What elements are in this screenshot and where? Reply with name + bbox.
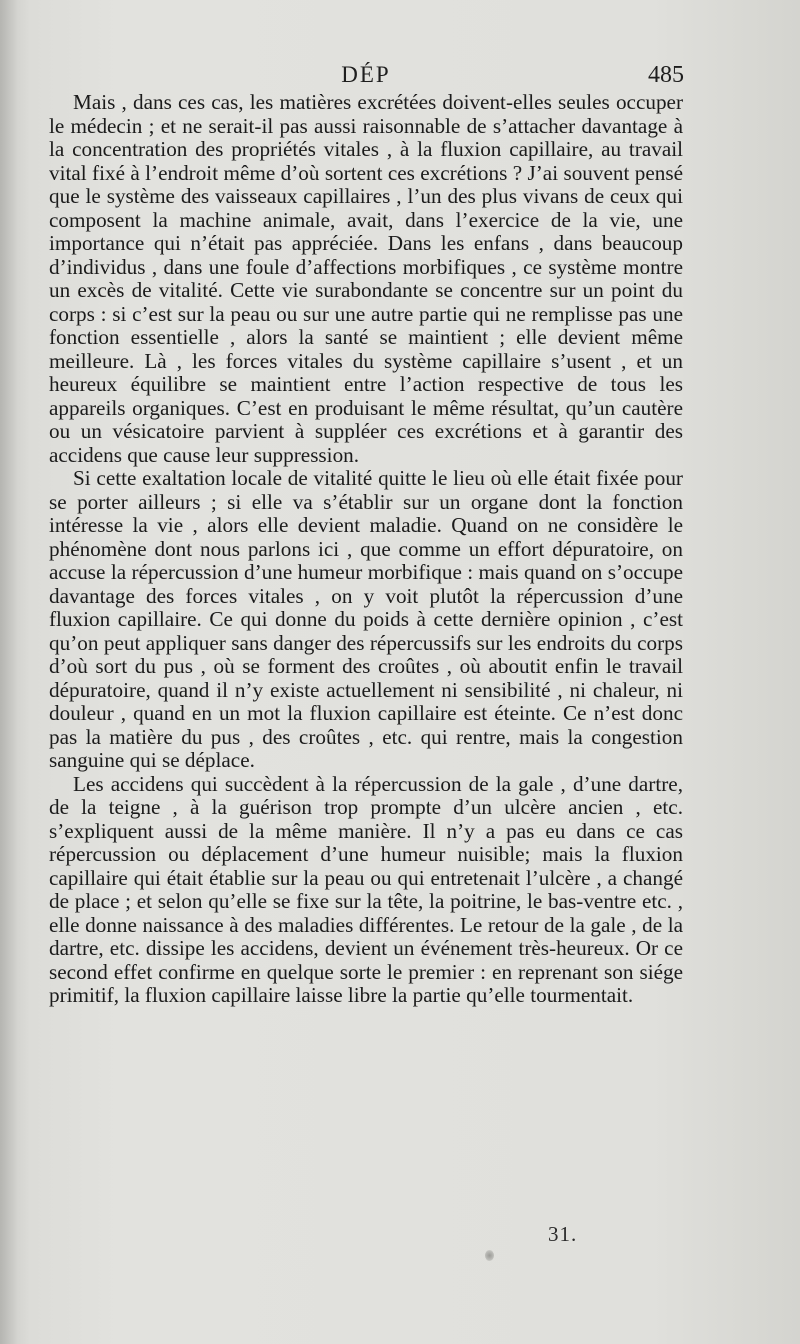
binding-shadow (0, 0, 18, 1344)
paper-speck (485, 1250, 494, 1261)
signature-mark: 31. (548, 1222, 578, 1246)
paragraph-3: Les accidens qui succèdent à la répercussion de la gale , d’une dartre, de la teigne , à la guérison trop prompte d’un ulcère ancien , etc. s’expliquent aussi de la même manière. Il n’y a pas eu dans ce cas répercussion ou déplacement d’une humeur nuisible; mais la fluxion capillaire qui était établie sur la peau ou qui entretenait l’ulcère , a changé de place ; et selon qu’elle se fixe sur la tête, la poitrine, le bas-ventre etc. , elle donne naissance à des maladies différentes. Le retour de la gale , de la dartre, etc. dissipe les accidens, devient un événement très-heureux. Or ce second effet confirme en quelque sorte le premier : en reprenant son siége primitif, la fluxion capillaire laisse libre la partie qu’elle tourmentait. (49, 771, 683, 1007)
paragraph-1: Mais , dans ces cas, les matières excrétées doivent-elles seules occuper le médecin ; et ne serait-il pas aussi raisonnable de s’attacher davantage à la concentration des propriétés vitales , à la fluxion capillaire, au travail vital fixé à l’endroit même d’où sortent ces excrétions ? J’ai souvent pensé que le système des vaisseaux capillaires , l’un des plus vivans de ceux qui composent la machine animale, avait, dans l’exercice de la vie, une importance qui n’était pas appréciée. Dans les enfans , dans beaucoup d’individus , dans une foule d’affections morbifiques , ce système montre un excès de vitalité. Cette vie surabondante se concentre sur un point du corps : si c’est sur la peau ou sur une autre partie qui ne remplisse pas une fonction essentielle , alors la santé se maintient ; elle devient même meilleure. Là , les forces vitales du système capillaire s’usent , et un heureux équilibre se maintient entre l’action respective de tous les appareils organiques. C’est en produisant le même résultat, qu’un cautère ou un vésicatoire parvient à suppléer ces excrétions et à garantir des accidens que cause leur suppression. (49, 90, 683, 467)
page-number: 485 (648, 62, 684, 88)
paragraph-2: Si cette exaltation locale de vitalité quitte le lieu où elle était fixée pour se porter ailleurs ; si elle va s’établir sur un organe dont la fonction intéresse la vie , alors elle devient maladie. Quand on ne considère le phénomène dont nous parlons ici , que comme un effort dépuratoire, on accuse la répercussion d’une humeur morbifique : mais quand on s’occupe davantage des forces vitales , on y voit plutôt la répercussion d’une fluxion capillaire. Ce qui donne du poids à cette dernière opinion , c’est qu’on peut appliquer sans danger des répercussifs sur les endroits du corps d’où sort du pus , où se forment des croûtes , où aboutit enfin le travail dépuratoire, quand il n’y existe actuellement ni sensibilité , ni chaleur, ni douleur , quand en un mot la fluxion capillaire est éteinte. Ce n’est donc pas la matière du pus , des croûtes , etc. qui rentre, mais la congestion sanguine qui se déplace. (49, 466, 683, 772)
running-head: DÉP (341, 62, 391, 87)
body-text (49, 91, 683, 1008)
page-header (48, 62, 684, 92)
